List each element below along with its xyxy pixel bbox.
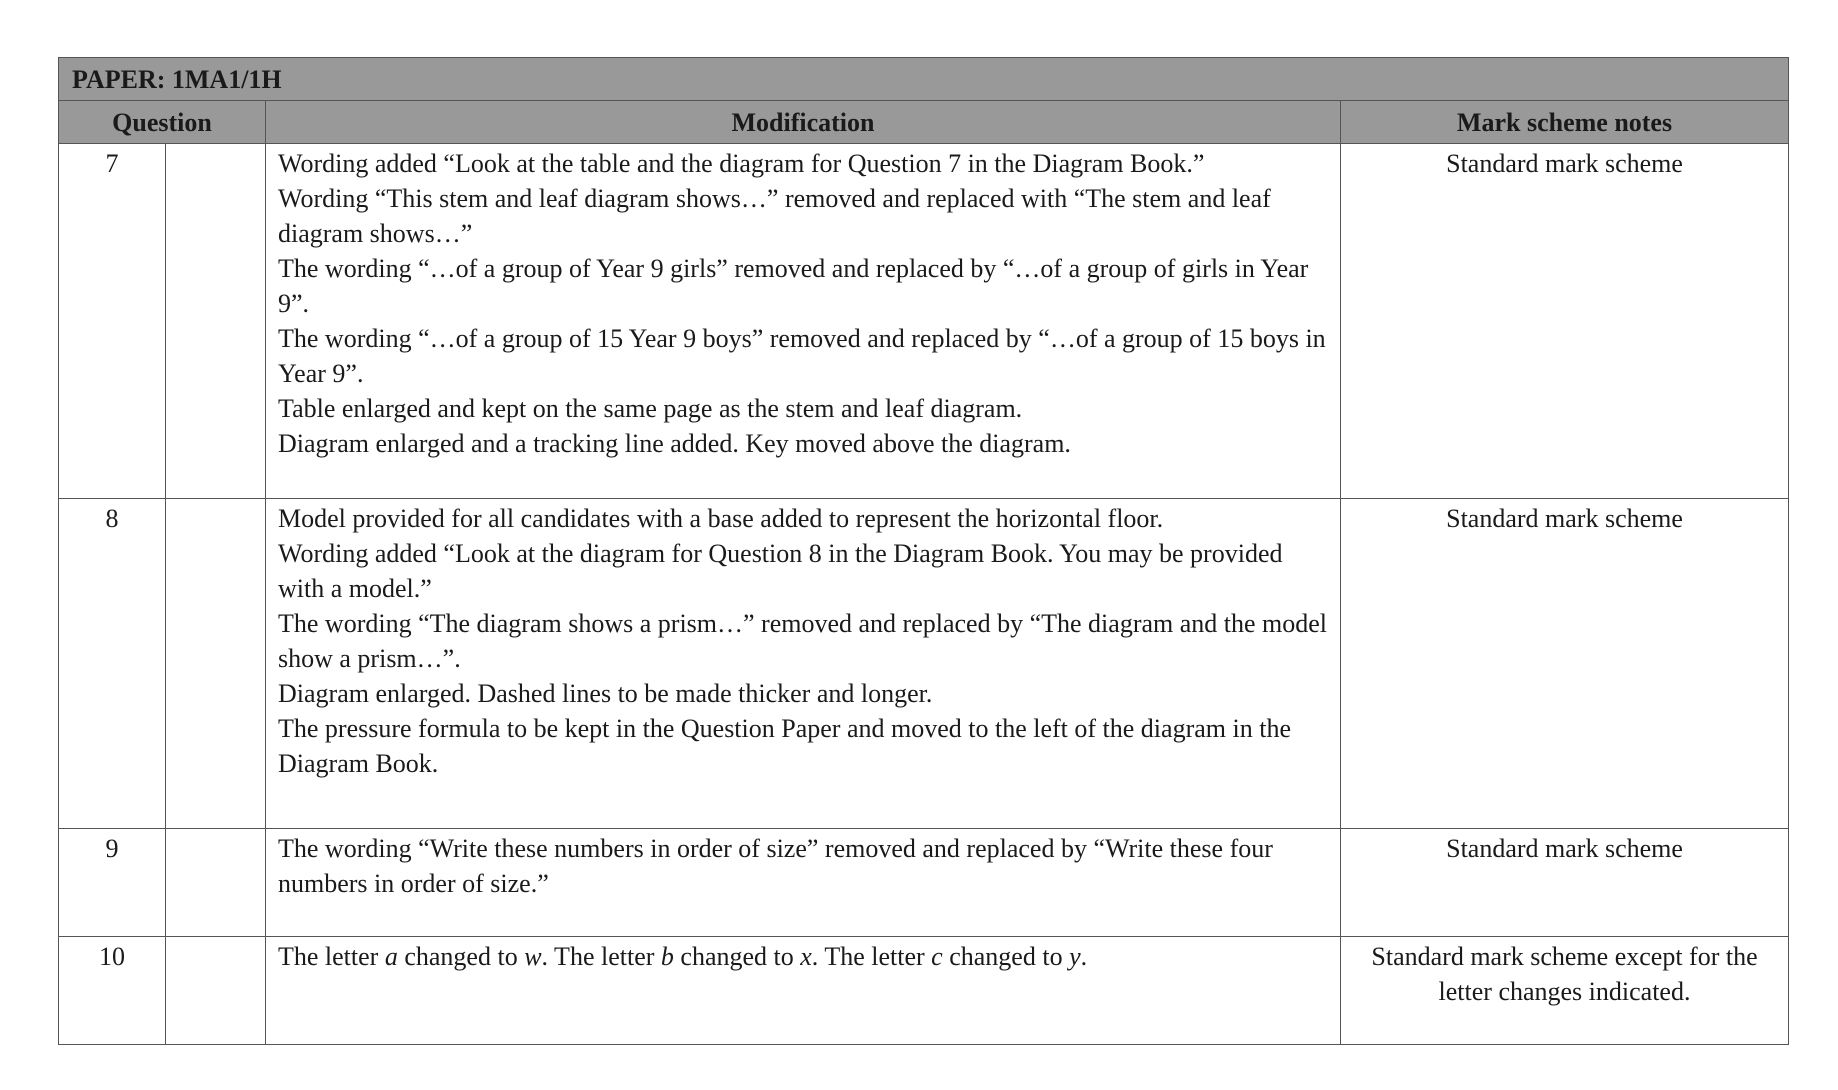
table-row <box>59 144 1789 499</box>
modifications-table <box>58 57 1789 1045</box>
modification-line: Diagram enlarged. Dashed lines to be made thicker and longer. <box>278 679 933 708</box>
modification-line: Model provided for all candidates with a base added to represent the horizontal floor. <box>278 504 1164 533</box>
modification-line: The wording “Write these numbers in order of size” removed and replaced by “Write these four numbers in order of size.” <box>278 834 1273 898</box>
mark-scheme-notes: Standard mark scheme <box>1341 829 1789 937</box>
letter-c: c <box>931 942 943 971</box>
modification-line: Diagram enlarged and a tracking line added. Key moved above the diagram. <box>278 429 1071 458</box>
modification-line: The wording “…of a group of 15 Year 9 boys” removed and replaced by “…of a group of 15 boys in Year 9”. <box>278 324 1326 388</box>
question-subpart <box>166 937 266 1045</box>
modification-cell <box>266 499 1341 829</box>
text-fragment: changed to <box>673 942 801 971</box>
paper-title-row <box>59 58 1789 101</box>
modification-line: The wording “The diagram shows a prism…” removed and replaced by “The diagram and the model show a prism…”. <box>278 609 1328 673</box>
text-fragment: changed to <box>397 942 525 971</box>
letter-x: x <box>800 942 812 971</box>
question-number: 8 <box>59 499 166 829</box>
modification-cell <box>266 937 1341 1045</box>
modification-line: The pressure formula to be kept in the Question Paper and moved to the left of the diagram in the Diagram Book. <box>278 714 1291 778</box>
mark-scheme-notes: Standard mark scheme except for the letter changes indicated. <box>1341 937 1789 1045</box>
letter-a: a <box>384 942 398 971</box>
question-number: 10 <box>59 937 166 1045</box>
question-subpart <box>166 499 266 829</box>
text-fragment: changed to <box>942 942 1070 971</box>
table-row <box>59 937 1789 1045</box>
modification-line: The wording “…of a group of Year 9 girls” removed and replaced by “…of a group of girls in Year 9”. <box>278 254 1309 318</box>
modification-line: Wording added “Look at the table and the diagram for Question 7 in the Diagram Book.” <box>278 149 1205 178</box>
notes-header: Mark scheme notes <box>1341 101 1789 144</box>
question-subpart <box>166 829 266 937</box>
modification-line: Table enlarged and kept on the same page as the stem and leaf diagram. <box>278 394 1023 423</box>
modification-cell <box>266 144 1341 499</box>
mark-scheme-notes: Standard mark scheme <box>1341 144 1789 499</box>
question-number: 9 <box>59 829 166 937</box>
table-header-row <box>59 101 1789 144</box>
question-header: Question <box>59 101 266 144</box>
question-number: 7 <box>59 144 166 499</box>
table-row <box>59 829 1789 937</box>
text-fragment: . The letter <box>541 942 661 971</box>
letter-y: y <box>1069 942 1081 971</box>
text-fragment: . <box>1080 942 1088 971</box>
modification-line <box>278 939 1328 974</box>
modification-cell <box>266 829 1341 937</box>
modification-line: Wording “This stem and leaf diagram shows…” removed and replaced with “The stem and leaf diagram shows…” <box>278 184 1271 248</box>
letter-b: b <box>660 942 674 971</box>
table-row <box>59 499 1789 829</box>
modification-header: Modification <box>266 101 1341 144</box>
text-fragment: . The letter <box>811 942 932 971</box>
paper-title: PAPER: 1MA1/1H <box>59 58 1789 101</box>
letter-w: w <box>524 942 542 971</box>
mark-scheme-notes: Standard mark scheme <box>1341 499 1789 829</box>
modification-line: Wording added “Look at the diagram for Question 8 in the Diagram Book. You may be provided with a model.” <box>278 539 1283 603</box>
text-fragment: The letter <box>278 942 385 971</box>
question-subpart <box>166 144 266 499</box>
